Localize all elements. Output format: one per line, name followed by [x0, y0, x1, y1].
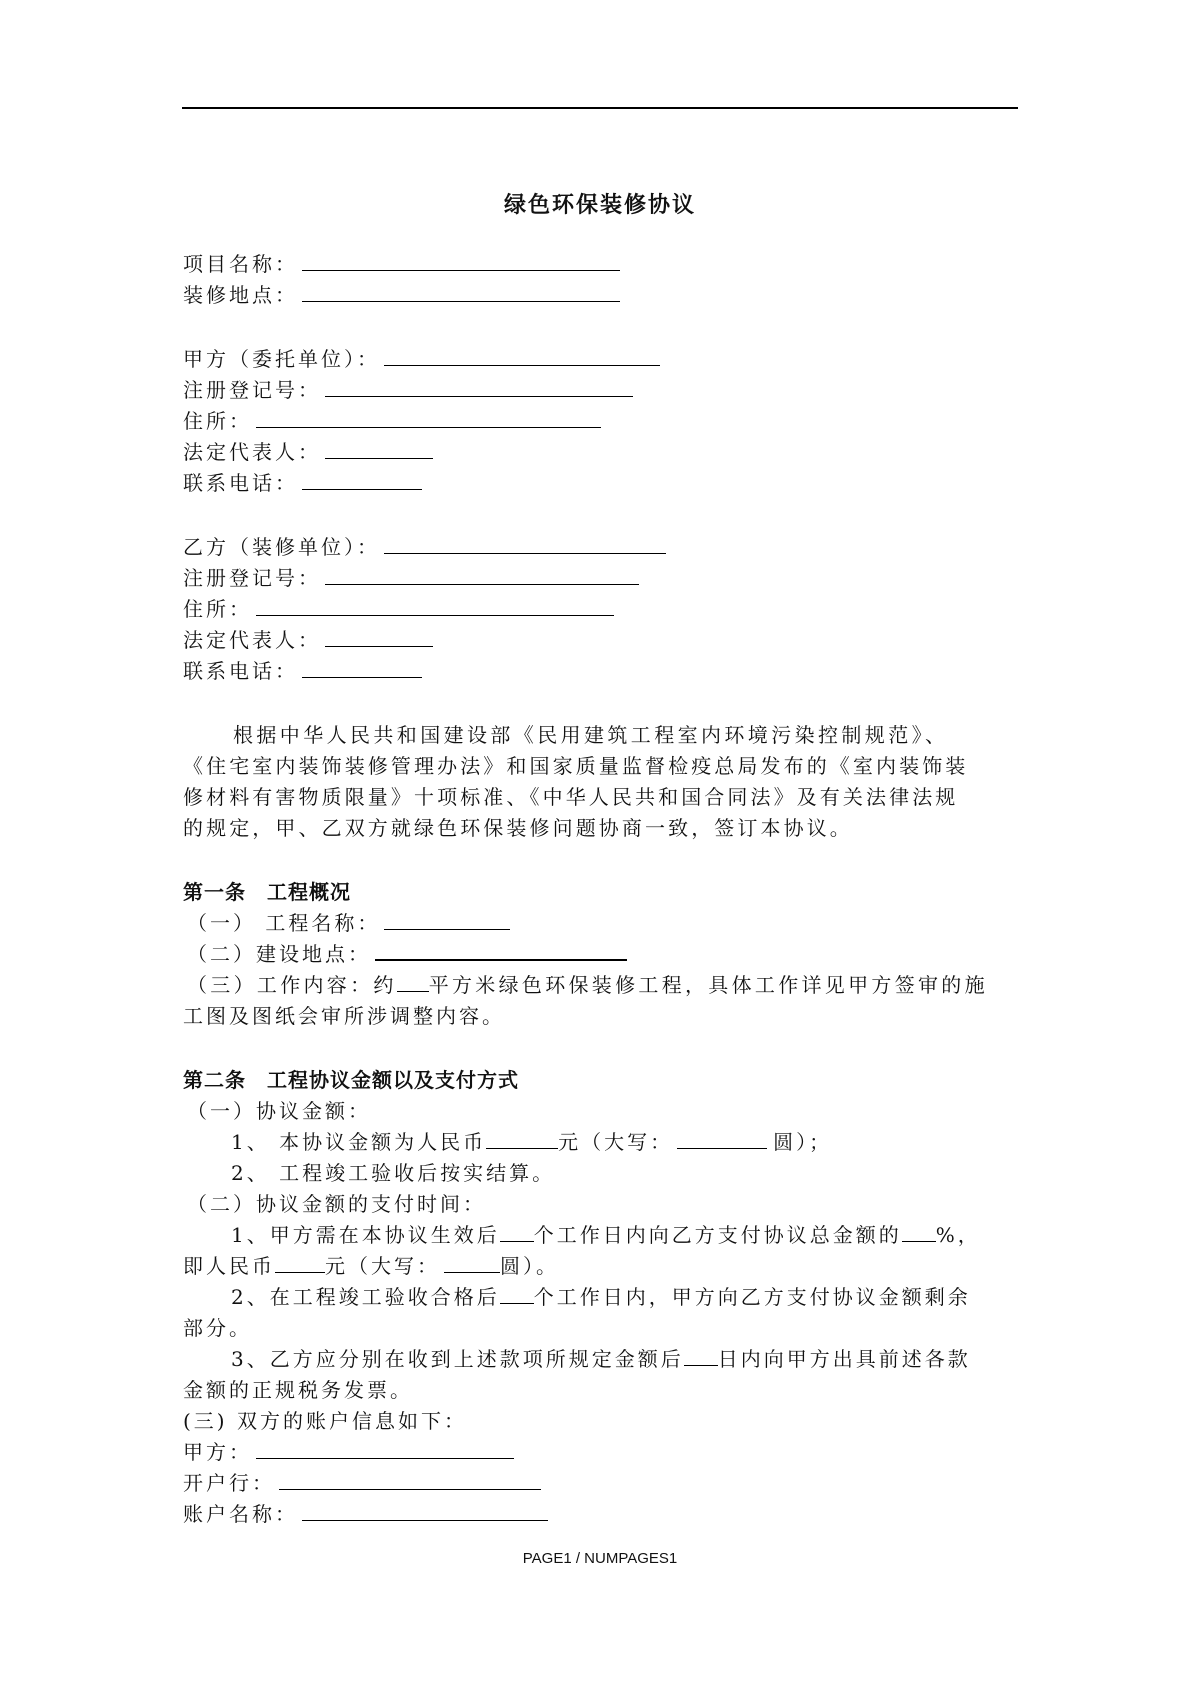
party-a-rep-line — [183, 438, 433, 466]
party-a-header-line — [183, 345, 660, 373]
header-rule — [182, 107, 1018, 109]
article-1-item-2-label: （二）建设地点： — [187, 942, 371, 966]
project-name-blank[interactable] — [302, 252, 620, 271]
article-1-item-3 — [187, 971, 988, 999]
party-b-rep-label: 法定代表人： — [183, 628, 321, 652]
preamble-line-1: 根据中华人民共和国建设部《民用建筑工程室内环境污染控制规范》、 — [233, 723, 949, 747]
party-b-reg-label: 注册登记号： — [183, 566, 321, 590]
amount-words-blank[interactable] — [677, 1130, 767, 1149]
payment-1-rmb-label: 即人民币 — [183, 1254, 275, 1278]
party-a-phone-label: 联系电话： — [183, 471, 298, 495]
party-b-header-label: 乙方（装修单位）： — [183, 535, 380, 559]
party-b-address-line — [183, 595, 614, 623]
party-a-name-blank[interactable] — [384, 347, 660, 366]
party-b-phone-label: 联系电话： — [183, 659, 298, 683]
party-a-phone-line — [183, 469, 422, 497]
article-1-heading: 第一条 工程概况 — [183, 880, 351, 904]
payment-1-text: 个工作日内向乙方支付协议总金额的 — [533, 1223, 902, 1247]
project-location-blank[interactable] — [302, 283, 620, 302]
article-1-item-3-cont: 工图及图纸会审所涉调整内容。 — [183, 1004, 505, 1028]
percent-sign: %， — [935, 1223, 981, 1247]
party-b-reg-line — [183, 564, 639, 592]
payment-1-words-label: 元（大写： — [325, 1254, 440, 1278]
amount-label: 1、 本协议金额为人民币 — [231, 1130, 487, 1154]
party-b-rep-blank[interactable] — [325, 628, 433, 647]
construction-site-blank[interactable] — [375, 941, 627, 961]
article-1-item-2 — [187, 940, 627, 968]
payment-2-label: 2、在工程竣工验收合格后 — [231, 1285, 500, 1309]
payment-1-amount-blank[interactable] — [275, 1254, 325, 1273]
article-1-item-3-label: （三）工作内容：约 — [187, 973, 397, 997]
project-location-line — [183, 281, 620, 309]
payment-1-days-blank[interactable] — [500, 1223, 534, 1242]
party-a-phone-blank[interactable] — [302, 471, 422, 490]
party-b-header-line — [183, 533, 666, 561]
project-name-line — [183, 250, 620, 278]
account-party-a-blank[interactable] — [256, 1440, 514, 1459]
amount-words-label: 元（大写： — [558, 1130, 674, 1154]
party-a-rep-label: 法定代表人： — [183, 440, 321, 464]
payment-3-text: 日内向甲方出具前述各款 — [717, 1347, 971, 1371]
account-party-a-label: 甲方： — [183, 1440, 252, 1464]
payment-2-text: 个工作日内，甲方向乙方支付协议金额剩余 — [533, 1285, 971, 1309]
article-2-settlement-line: 2、 工程竣工验收后按实结算。 — [231, 1161, 556, 1185]
amount-blank[interactable] — [486, 1130, 558, 1149]
project-name-label: 项目名称： — [183, 252, 298, 276]
party-a-reg-line — [183, 376, 633, 404]
payment-1-percent-blank[interactable] — [902, 1223, 936, 1242]
party-b-address-blank[interactable] — [256, 597, 614, 616]
party-a-address-line — [183, 407, 601, 435]
payment-2-cont: 部分。 — [183, 1316, 252, 1340]
payment-3-days-blank[interactable] — [684, 1347, 718, 1366]
account-name-label: 账户名称： — [183, 1502, 298, 1526]
area-blank[interactable] — [397, 973, 429, 992]
article-2-sub-1: （一）协议金额： — [187, 1099, 371, 1123]
party-a-address-label: 住所： — [183, 409, 252, 433]
party-b-reg-blank[interactable] — [325, 566, 639, 585]
article-2-sub-2: （二）协议金额的支付时间： — [187, 1192, 486, 1216]
party-b-phone-blank[interactable] — [302, 659, 422, 678]
article-1-item-1 — [187, 909, 510, 937]
article-2-sub-3: (三) 双方的账户信息如下： — [183, 1409, 467, 1433]
party-a-rep-blank[interactable] — [325, 440, 433, 459]
account-bank-label: 开户行： — [183, 1471, 275, 1495]
amount-words-suffix: 圆）； — [773, 1130, 833, 1154]
party-a-address-blank[interactable] — [256, 409, 601, 428]
payment-1-suffix: 圆）。 — [500, 1254, 559, 1278]
payment-2-days-blank[interactable] — [500, 1285, 534, 1304]
article-1-item-1-label: （一） 工程名称： — [187, 911, 381, 935]
preamble-line-4: 的规定，甲、乙双方就绿色环保装修问题协商一致，签订本协议。 — [183, 816, 853, 840]
payment-1-label: 1、甲方需在本协议生效后 — [231, 1223, 500, 1247]
party-a-header-label: 甲方（委托单位）： — [183, 347, 380, 371]
payment-1-words-blank[interactable] — [444, 1254, 500, 1273]
account-bank-line — [183, 1469, 541, 1497]
payment-3-cont: 金额的正规税务发票。 — [183, 1378, 413, 1402]
account-name-blank[interactable] — [302, 1502, 548, 1521]
account-bank-blank[interactable] — [279, 1471, 541, 1490]
party-b-name-blank[interactable] — [384, 535, 666, 554]
party-a-reg-label: 注册登记号： — [183, 378, 321, 402]
payment-2-line — [231, 1283, 971, 1311]
payment-1-cont-line — [183, 1252, 559, 1280]
payment-1-line — [231, 1221, 981, 1249]
article-2-amount-line — [231, 1128, 832, 1156]
preamble-line-3: 修材料有害物质限量》十项标准、《中华人民共和国合同法》及有关法律法规 — [183, 785, 959, 809]
document-title: 绿色环保装修协议 — [503, 192, 696, 218]
page-footer: PAGE1 / NUMPAGES1 — [522, 1550, 678, 1567]
article-1-item-3-text: 平方米绿色环保装修工程，具体工作详见甲方签审的施 — [428, 973, 988, 997]
preamble-line-2: 《住宅室内装饰装修管理办法》和国家质量监督检疫总局发布的《室内装饰装 — [183, 754, 969, 778]
party-a-reg-blank[interactable] — [325, 378, 633, 397]
party-b-phone-line — [183, 657, 422, 685]
project-title-blank[interactable] — [384, 911, 510, 930]
payment-3-line — [231, 1345, 971, 1373]
party-b-rep-line — [183, 626, 433, 654]
project-location-label: 装修地点： — [183, 283, 298, 307]
party-b-address-label: 住所： — [183, 597, 252, 621]
account-party-a-line — [183, 1438, 514, 1466]
article-2-heading: 第二条 工程协议金额以及支付方式 — [183, 1068, 519, 1092]
payment-3-label: 3、乙方应分别在收到上述款项所规定金额后 — [231, 1347, 684, 1371]
account-name-line — [183, 1500, 548, 1528]
